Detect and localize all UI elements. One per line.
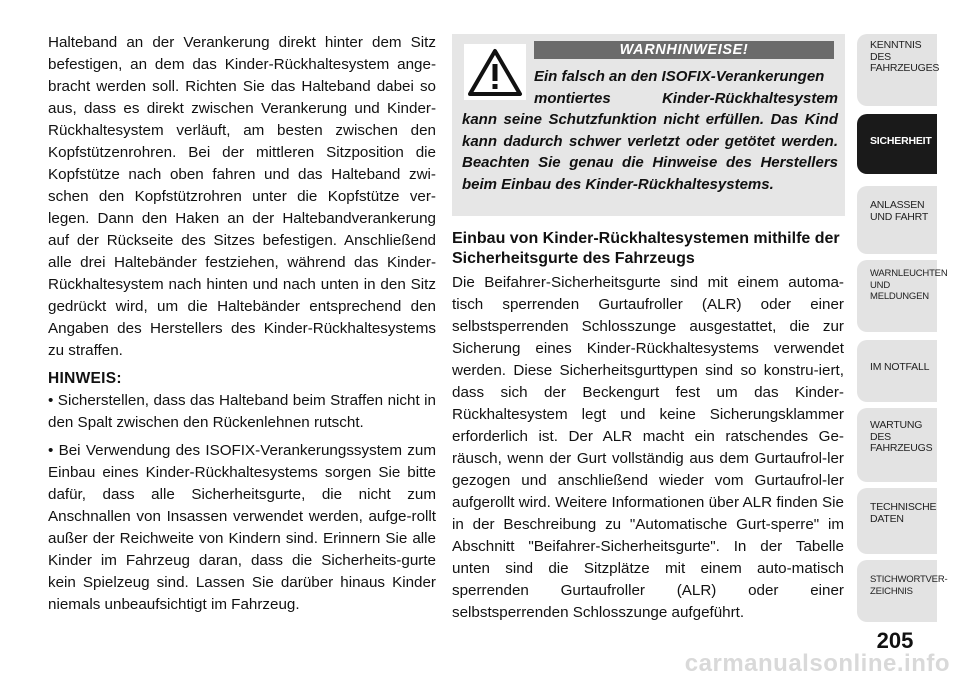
left-column [48, 32, 436, 622]
body-paragraph: Die Beifahrer-Sicherheitsgurte sind mit einem automa-tisch sperrenden Gurtaufroller (ALR) oder einer selbstsperrenden Schlosszunge ausgestattet, die zur Sicherung eines Kinder-Rückhaltesystems verwendet werden. Diese Sicherheitsgurttypen sind so konstru-iert, dass sich der Beckengurt fest um das Kinder-Rückhaltesystem legt und keine Sicherungsklammer erforderlich ist. Der ALR macht ein ratschendes Ge-räusch, wenn der Gurt vollständig aus dem Gurtaufrol-ler gezogen und anschließend wieder vom Gurtaufrol-ler aufgerollt wird. Weitere Informationen über ALR finden Sie in der Beschreibung zu "Automatische Gurt-sperre" im Abschnitt "Beifahrer-Sicherheitsgurte". In der Tabelle unten sind die Sitzplätze mit einem auto-matisch sperrenden Gurtaufroller (ALR) oder einer selbstsperrenden Schlosszunge aufgeführt. [452, 274, 844, 621]
tab-technische-daten[interactable]: TECHNISCHE DATEN [857, 488, 937, 554]
warning-text [462, 66, 838, 195]
tab-sicherheit[interactable]: SICHERHEIT [857, 114, 937, 174]
bullet-item: • Sicherstellen, dass das Halteband beim Straffen nicht in den Spalt zwischen den Rückenlehnen rutscht. [48, 392, 436, 431]
watermark: carmanualsonline.info [684, 650, 950, 677]
tab-kenntnis[interactable]: KENNTNIS DES FAHRZEUGES [857, 34, 937, 106]
warning-line-1: Ein falsch an den ISOFIX-Verankerungen [534, 68, 825, 85]
section-heading: Einbau von Kinder-Rückhaltesystemen mithilfe der Sicherheitsgurte des Fahrzeugs [452, 230, 840, 267]
body-paragraph: Halteband an der Verankerung direkt hinter dem Sitz befestigen, an dem das Kinder-Rückhaltesystem ange-bracht werden soll. Richten Sie das Halteband dabei so aus, dass es direkt zwischen Verankerung und Kinder-Rückhaltesystem verläuft, am besten zwischen den Kopfstützenrohren. Bei der mittleren Sitzposition die Kopfstütze nach oben fahren und das Halteband zwi-schen den Kopfstützrohren unter die Kopfstütze ver-legen. Dann den Haken an der Haltebandverankerung auf der Rückseite des Sitzes befestigen. Anschließend alle drei Haltebänder festziehen, während das Kinder-Rückhaltesystem nach hinten und nach unten in den Sitz gedrückt wird, um die Haltebänder entsprechend den Angaben des Herstellers des Kinder-Rückhaltesystems zu straffen. [48, 34, 436, 359]
tab-anlassen[interactable]: ANLASSEN UND FAHRT [857, 186, 937, 254]
tab-stichwortverzeichnis[interactable]: STICHWORTVER- ZEICHNIS [857, 560, 937, 622]
bullet-item: • Bei Verwendung des ISOFIX-Verankerungssystem zum Einbau eines Kinder-Rückhaltesystems sorgen Sie bitte dafür, dass alle Sicherheitsgurte, die nicht zum Anschnallen von Insassen verwendet werden, aufge-rollt außer der Reichweite von Kindern sind. Erinnern Sie alle Kinder im Fahrzeug daran, dass die Sicherheits-gurte kein Spielzeug sind. Lassen Sie darüber hinaus Kinder niemals unbeaufsichtigt im Fahrzeug. [48, 442, 436, 613]
warning-box [452, 34, 845, 216]
hinweis-heading: HINWEIS: [48, 370, 122, 387]
tab-notfall[interactable]: IM NOTFALL [857, 340, 937, 402]
tab-warnleuchten[interactable]: WARNLEUCHTEN UND MELDUNGEN [857, 260, 937, 332]
warning-line-2: montiertes Kinder-Rückhaltesystem [534, 89, 838, 107]
page-number: 205 [876, 628, 914, 653]
right-column [452, 229, 844, 624]
tab-wartung[interactable]: WARTUNG DES FAHRZEUGS [857, 408, 937, 482]
warning-rest: kann seine Schutzfunktion nicht erfüllen. Das Kind kann dadurch schwer verletzt oder getötet werden. Beachten Sie genau die Hinweise des Herstellers beim Einbau des Kinder-Rückhaltesystems. [462, 111, 838, 193]
warning-title: WARNHINWEISE! [534, 41, 834, 59]
